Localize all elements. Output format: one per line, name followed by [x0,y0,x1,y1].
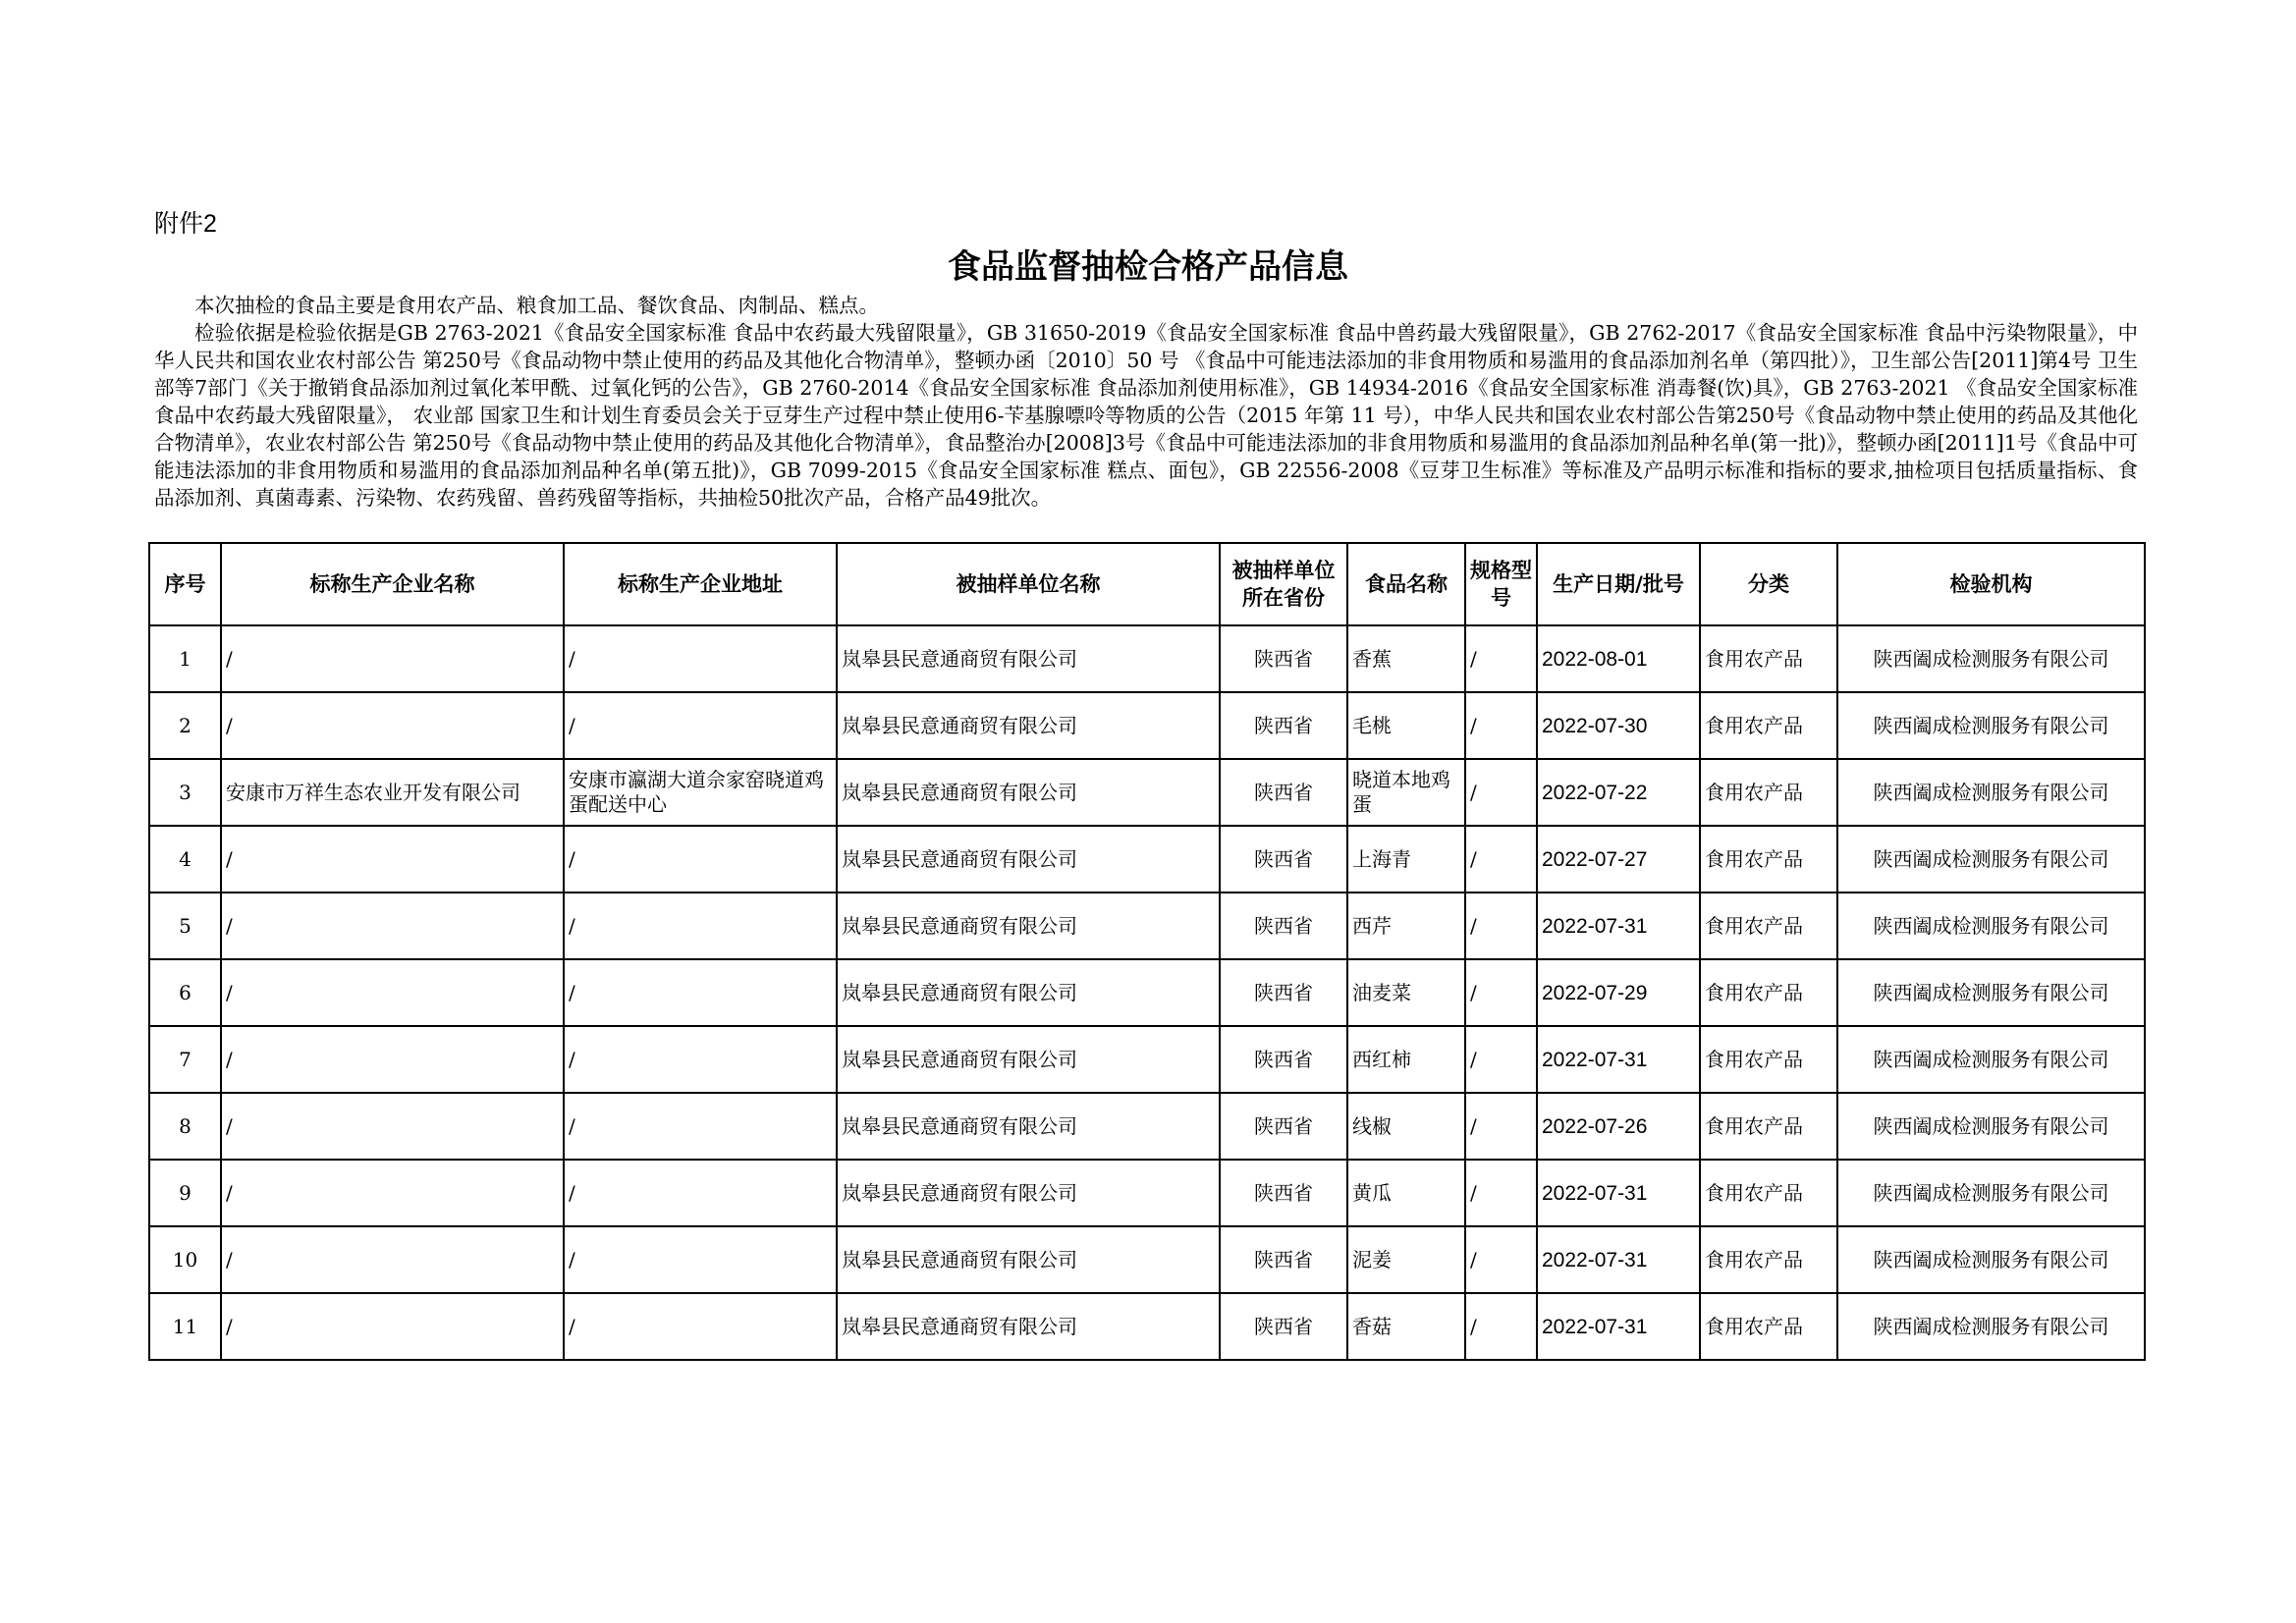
cell-manufacturer: / [221,692,564,759]
cell-province: 陕西省 [1220,1160,1347,1226]
cell-org: 陕西阖成检测服务有限公司 [1837,692,2145,759]
table-row [149,1226,2145,1293]
cell-food-name: 泥姜 [1347,1226,1465,1293]
cell-category: 食用农产品 [1700,1026,1837,1093]
header-category: 分类 [1700,543,1837,625]
cell-org: 陕西阖成检测服务有限公司 [1837,1293,2145,1360]
table-header-row [149,543,2145,625]
cell-manufacturer: / [221,1026,564,1093]
cell-spec: / [1465,959,1537,1026]
cell-manufacturer: / [221,1293,564,1360]
cell-category: 食用农产品 [1700,1093,1837,1160]
cell-org: 陕西阖成检测服务有限公司 [1837,1093,2145,1160]
cell-category: 食用农产品 [1700,959,1837,1026]
cell-spec: / [1465,1293,1537,1360]
cell-address: / [564,1026,837,1093]
cell-sampled-unit: 岚皋县民意通商贸有限公司 [837,759,1220,826]
attachment-label: 附件2 [154,210,217,238]
cell-manufacturer: / [221,826,564,893]
cell-spec: / [1465,1226,1537,1293]
cell-spec: / [1465,1093,1537,1160]
cell-date: 2022-07-26 [1537,1093,1700,1160]
table-row [149,759,2145,826]
cell-sampled-unit: 岚皋县民意通商贸有限公司 [837,1026,1220,1093]
cell-manufacturer: 安康市万祥生态农业开发有限公司 [221,759,564,826]
intro-paragraph-basis: 检验依据是检验依据是GB 2763-2021《食品安全国家标准 食品中农药最大残留限量》，GB 31650-2019《食品安全国家标准 食品中兽药最大残留限量》，GB 2762-2017《食品安全国家标准 食品中污染物限量》，中华人民共和国农业农村部公告 第250号《食品动物中禁止使用的药品及其他化合物清单》，整顿办函〔2010〕50 号 《食品中可能违法添加的非食用物质和易滥用的食品添加剂名单（第四批）》，卫生部公告[2011]第4号 卫生部等7部门《关于撤销食品添加剂过氧化苯甲酰、过氧化钙的公告》，GB 2760-2014《食品安全国家标准 食品添加剂使用标准》，GB 14934-2016《食品安全国家标准 消毒餐(饮)具》，GB 2763-2021 《食品安全国家标准 食品中农药最大残留限量》， 农业部 国家卫生和计划生育委员会关于豆芽生产过程中禁止使用6-苄基腺嘌呤等物质的公告（2015 年第 11 号），中华人民共和国农业农村部公告第250号《食品动物中禁止使用的药品及其他化合物清单》，农业农村部公告 第250号《食品动物中禁止使用的药品及其他化合物清单》，食品整治办[2008]3号《食品中可能违法添加的非食用物质和易滥用的食品添加剂品种名单(第一批)》，整顿办函[2011]1号《食品中可能违法添加的非食用物质和易滥用的食品添加剂品种名单(第五批)》，GB 7099-2015《食品安全国家标准 糕点、面包》，GB 22556-2008《豆芽卫生标准》等标准及产品明示标准和指标的要求,抽检项目包括质量指标、食品添加剂、真菌毒素、污染物、农药残留、兽药残留等指标，共抽检50批次产品，合格产品49批次。 [154,321,2138,510]
cell-sampled-unit: 岚皋县民意通商贸有限公司 [837,893,1220,959]
cell-category: 食用农产品 [1700,826,1837,893]
header-manufacturer: 标称生产企业名称 [221,543,564,625]
cell-org: 陕西阖成检测服务有限公司 [1837,1226,2145,1293]
cell-date: 2022-07-31 [1537,893,1700,959]
cell-date: 2022-07-29 [1537,959,1700,1026]
cell-manufacturer: / [221,1160,564,1226]
cell-food-name: 西红柿 [1347,1026,1465,1093]
cell-province: 陕西省 [1220,1093,1347,1160]
cell-seq: 1 [149,625,221,692]
cell-address: / [564,826,837,893]
cell-province: 陕西省 [1220,1026,1347,1093]
cell-date: 2022-08-01 [1537,625,1700,692]
header-date: 生产日期/批号 [1537,543,1700,625]
cell-province: 陕西省 [1220,692,1347,759]
cell-food-name: 晓道本地鸡蛋 [1347,759,1465,826]
cell-org: 陕西阖成检测服务有限公司 [1837,1026,2145,1093]
cell-date: 2022-07-31 [1537,1160,1700,1226]
cell-manufacturer: / [221,959,564,1026]
cell-food-name: 毛桃 [1347,692,1465,759]
cell-address: 安康市瀛湖大道佘家窑晓道鸡蛋配送中心 [564,759,837,826]
page-title: 食品监督抽检合格产品信息 [948,247,1348,287]
cell-spec: / [1465,826,1537,893]
cell-province: 陕西省 [1220,893,1347,959]
cell-seq: 2 [149,692,221,759]
table-row [149,1093,2145,1160]
table-row [149,1026,2145,1093]
cell-sampled-unit: 岚皋县民意通商贸有限公司 [837,1226,1220,1293]
cell-seq: 7 [149,1026,221,1093]
cell-category: 食用农产品 [1700,1160,1837,1226]
cell-seq: 11 [149,1293,221,1360]
cell-food-name: 油麦菜 [1347,959,1465,1026]
cell-seq: 3 [149,759,221,826]
table-row [149,826,2145,893]
cell-category: 食用农产品 [1700,692,1837,759]
cell-spec: / [1465,759,1537,826]
cell-province: 陕西省 [1220,826,1347,893]
cell-spec: / [1465,1160,1537,1226]
table-row [149,1293,2145,1360]
cell-manufacturer: / [221,893,564,959]
cell-spec: / [1465,893,1537,959]
cell-address: / [564,625,837,692]
cell-date: 2022-07-22 [1537,759,1700,826]
cell-address: / [564,692,837,759]
table-row [149,959,2145,1026]
cell-sampled-unit: 岚皋县民意通商贸有限公司 [837,1160,1220,1226]
cell-address: / [564,1160,837,1226]
cell-org: 陕西阖成检测服务有限公司 [1837,826,2145,893]
intro-paragraph-scope: 本次抽检的食品主要是食用农产品、粮食加工品、餐饮食品、肉制品、糕点。 [194,294,879,317]
cell-category: 食用农产品 [1700,1293,1837,1360]
cell-address: / [564,1293,837,1360]
cell-spec: / [1465,625,1537,692]
cell-sampled-unit: 岚皋县民意通商贸有限公司 [837,625,1220,692]
cell-food-name: 香蕉 [1347,625,1465,692]
table-row [149,692,2145,759]
intro-text [154,292,2138,512]
table-row [149,1160,2145,1226]
cell-spec: / [1465,692,1537,759]
cell-manufacturer: / [221,1093,564,1160]
cell-province: 陕西省 [1220,1293,1347,1360]
cell-seq: 10 [149,1226,221,1293]
cell-category: 食用农产品 [1700,759,1837,826]
cell-category: 食用农产品 [1700,625,1837,692]
cell-date: 2022-07-30 [1537,692,1700,759]
cell-seq: 8 [149,1093,221,1160]
cell-date: 2022-07-31 [1537,1293,1700,1360]
cell-org: 陕西阖成检测服务有限公司 [1837,1160,2145,1226]
cell-food-name: 黄瓜 [1347,1160,1465,1226]
cell-org: 陕西阖成检测服务有限公司 [1837,625,2145,692]
cell-sampled-unit: 岚皋县民意通商贸有限公司 [837,1093,1220,1160]
table-row [149,625,2145,692]
cell-category: 食用农产品 [1700,893,1837,959]
cell-spec: / [1465,1026,1537,1093]
cell-org: 陕西阖成检测服务有限公司 [1837,893,2145,959]
cell-sampled-unit: 岚皋县民意通商贸有限公司 [837,959,1220,1026]
cell-date: 2022-07-27 [1537,826,1700,893]
header-food-name: 食品名称 [1347,543,1465,625]
cell-category: 食用农产品 [1700,1226,1837,1293]
cell-food-name: 上海青 [1347,826,1465,893]
cell-province: 陕西省 [1220,759,1347,826]
results-table [148,542,2146,1361]
header-spec: 规格型号 [1465,543,1537,625]
header-province: 被抽样单位所在省份 [1220,543,1347,625]
cell-address: / [564,893,837,959]
cell-org: 陕西阖成检测服务有限公司 [1837,759,2145,826]
cell-manufacturer: / [221,1226,564,1293]
cell-sampled-unit: 岚皋县民意通商贸有限公司 [837,1293,1220,1360]
cell-manufacturer: / [221,625,564,692]
cell-date: 2022-07-31 [1537,1226,1700,1293]
cell-address: / [564,1226,837,1293]
cell-province: 陕西省 [1220,959,1347,1026]
cell-sampled-unit: 岚皋县民意通商贸有限公司 [837,692,1220,759]
cell-address: / [564,959,837,1026]
cell-food-name: 线椒 [1347,1093,1465,1160]
header-sampled-unit: 被抽样单位名称 [837,543,1220,625]
cell-food-name: 西芹 [1347,893,1465,959]
cell-seq: 5 [149,893,221,959]
cell-food-name: 香菇 [1347,1293,1465,1360]
cell-province: 陕西省 [1220,625,1347,692]
cell-date: 2022-07-31 [1537,1026,1700,1093]
table-row [149,893,2145,959]
header-org: 检验机构 [1837,543,2145,625]
header-seq: 序号 [149,543,221,625]
cell-seq: 6 [149,959,221,1026]
cell-seq: 4 [149,826,221,893]
header-address: 标称生产企业地址 [564,543,837,625]
cell-org: 陕西阖成检测服务有限公司 [1837,959,2145,1026]
cell-province: 陕西省 [1220,1226,1347,1293]
cell-address: / [564,1093,837,1160]
cell-seq: 9 [149,1160,221,1226]
cell-sampled-unit: 岚皋县民意通商贸有限公司 [837,826,1220,893]
